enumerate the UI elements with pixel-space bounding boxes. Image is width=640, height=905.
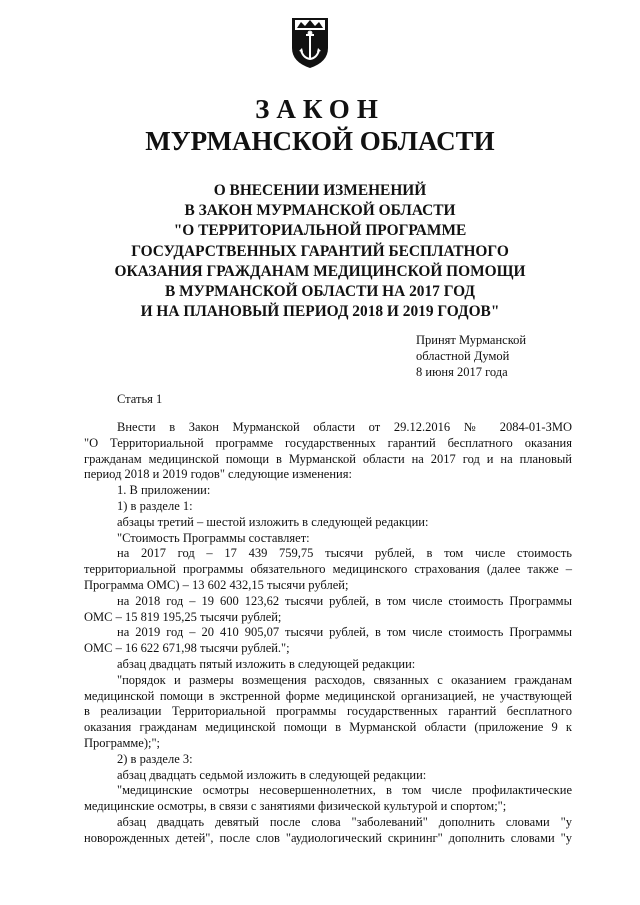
subject-line: И НА ПЛАНОВЫЙ ПЕРИОД 2018 И 2019 ГОДОВ"	[140, 303, 500, 321]
subject-line: О ВНЕСЕНИИ ИЗМЕНЕНИЙ	[213, 182, 427, 199]
body-line: ОМС – 16 622 671,98 тысячи рублей.";	[84, 641, 290, 656]
body-line: абзац двадцать девятый после слова "заболеваний" дополнить словами "у	[117, 814, 572, 829]
body-line: медицинской помощи в экстренной форме медицинской организацией, не участвующей	[84, 688, 572, 703]
body-line: "порядок и размеры возмещения расходов, связанных с оказанием гражданам	[117, 672, 572, 687]
body-line: 1) в разделе 1:	[117, 498, 193, 513]
adoption-note	[416, 333, 526, 380]
law-subject	[60, 181, 580, 322]
adoption-date: 8 июня 2017 года	[416, 364, 508, 379]
article-heading: Статья 1	[117, 392, 163, 406]
body-line: абзац двадцать седьмой изложить в следующей редакции:	[117, 767, 427, 782]
body-line: на 2019 год – 20 410 905,07 тысячи рублей, в том числе стоимость Программы	[117, 625, 572, 640]
body-line: период 2018 и 2019 годов" следующие изменения:	[84, 467, 352, 482]
subject-line: В МУРМАНСКОЙ ОБЛАСТИ НА 2017 ГОД	[165, 283, 475, 301]
body-line: Внести в Закон Мурманской области от 29.12.2016 № 2084-01-ЗМО	[117, 420, 572, 434]
body-line: в реализации Территориальной программы государственных гарантий бесплатного	[84, 704, 572, 719]
body-line: оказания гражданам медицинской помощи в Мурманской области (приложение 9 к	[84, 720, 572, 735]
body-line: на 2018 год – 19 600 123,62 тысячи рублей, в том числе стоимость Программы	[117, 593, 572, 608]
body-line: 1. В приложении:	[117, 483, 211, 498]
body-line: "медицинские осмотры несовершеннолетних, в том числе профилактические	[117, 783, 572, 798]
subject-line: ГОСУДАРСТВЕННЫХ ГАРАНТИЙ БЕСПЛАТНОГО	[131, 242, 509, 260]
body-line: ОМС – 15 819 195,25 тысячи рублей;	[84, 609, 282, 624]
law-body	[84, 420, 572, 847]
subject-line: В ЗАКОН МУРМАНСКОЙ ОБЛАСТИ	[184, 202, 456, 220]
body-line: территориальной программы обязательного медицинского страхования (далее также –	[84, 562, 572, 577]
body-line: Программа ОМС) – 13 602 432,15 тысячи рублей;	[84, 577, 349, 592]
body-line: гражданам медицинской помощи в Мурманской области на 2017 год и на плановый	[84, 451, 572, 466]
subject-line: "О ТЕРРИТОРИАЛЬНОЙ ПРОГРАММЕ	[173, 222, 467, 240]
adoption-line: Принят Мурманской	[416, 333, 527, 347]
law-title: ЗАКОН	[255, 94, 385, 124]
body-line: новорожденных детей", после слов "аудиологический скрининг" дополнить словами "у	[84, 830, 572, 845]
subject-line: ОКАЗАНИЯ ГРАЖДАНАМ МЕДИЦИНСКОЙ ПОМОЩИ	[114, 262, 526, 280]
body-line: абзац двадцать пятый изложить в следующей редакции:	[117, 656, 416, 671]
adoption-line: областной Думой	[416, 348, 510, 363]
murmansk-coat-of-arms-icon	[289, 14, 331, 70]
body-line: на 2017 год – 17 439 759,75 тысячи рублей, в том числе стоимость	[117, 546, 572, 561]
body-line: 2) в разделе 3:	[117, 751, 193, 766]
body-line: "О Территориальной программе государственных гарантий бесплатного оказания	[84, 435, 572, 450]
law-region-title: МУРМАНСКОЙ ОБЛАСТИ	[145, 126, 495, 156]
body-line: "Стоимость Программы составляет:	[117, 530, 310, 545]
body-line: медицинские осмотры, в связи с занятиями физической культурой и спортом;";	[84, 799, 507, 814]
body-line: Программе);";	[84, 735, 161, 750]
body-line: абзацы третий – шестой изложить в следующей редакции:	[117, 514, 429, 529]
